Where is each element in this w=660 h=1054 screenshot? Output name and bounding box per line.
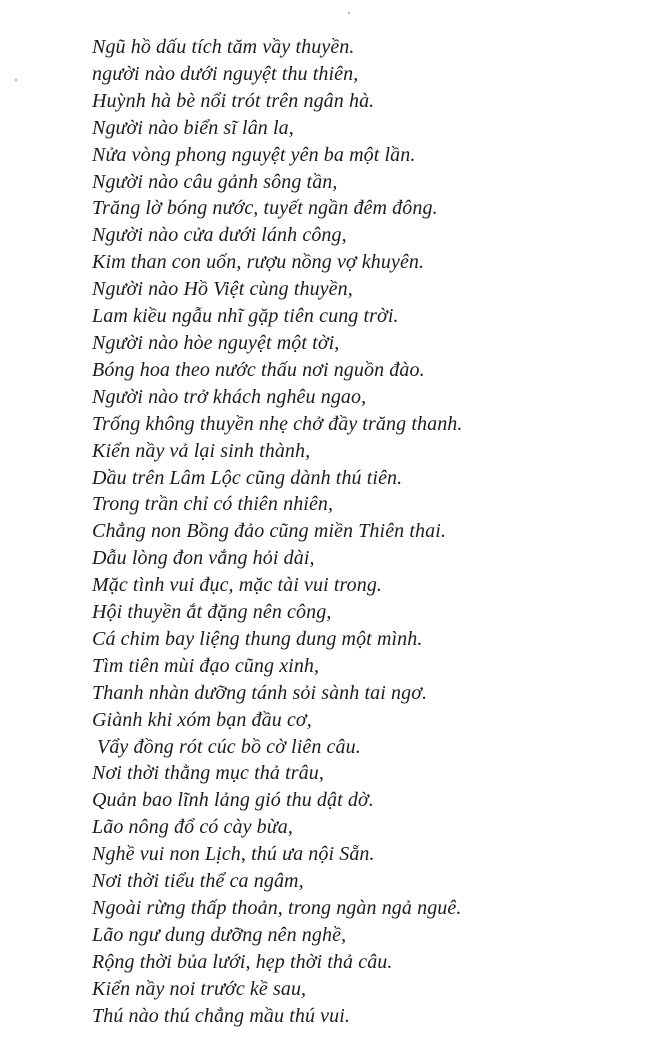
poem-text — [92, 34, 463, 1030]
scan-speck — [15, 79, 17, 81]
poem-line: Kiển nầy noi trước kề sau, — [92, 977, 307, 1000]
poem-line: Thanh nhàn dưỡng tánh sỏi sành tai ngơ. — [92, 681, 428, 704]
poem-line: Người nào cửa dưới lánh công, — [92, 224, 347, 247]
poem-line: Lam kiều ngẫu nhĩ gặp tiên cung trời. — [92, 305, 399, 328]
poem-line: Bóng hoa theo nước thấu nơi nguồn đào. — [92, 358, 425, 381]
poem-line: Quản bao lĩnh lảng gió thu dật dờ. — [92, 789, 374, 812]
poem-line: Kiển nầy vả lại sinh thành, — [92, 439, 311, 462]
poem-line: Người nào trở khách nghêu ngao, — [92, 385, 367, 408]
poem-line: Tìm tiên mùi đạo cũng xinh, — [92, 654, 320, 677]
poem-line: Giành khi xóm bạn đầu cơ, — [92, 708, 312, 731]
poem-line: Ngoài rừng thấp thoản, trong ngàn ngả nguê. — [92, 897, 462, 919]
poem-line: Dẫu lòng đon vắng hỏi dài, — [92, 547, 315, 570]
poem-line: Kim than con uốn, rượu nồng vợ khuyên. — [92, 251, 425, 274]
poem-line: Trăng lờ bóng nước, tuyết ngần đêm đông. — [92, 197, 438, 220]
poem-line: Người nào câu gảnh sông tần, — [92, 170, 338, 193]
poem-line: Người nào hòe nguyệt một tời, — [92, 331, 340, 354]
poem-line: Cá chim bay liệng thung dung một mình. — [92, 627, 423, 650]
poem-line: Người nào Hồ Việt cùng thuyền, — [92, 278, 353, 301]
poem-line: Thú nào thú chẳng mầu thú vui. — [92, 1004, 350, 1027]
poem-line: Người nào biển sĩ lân la, — [92, 116, 294, 139]
poem-line: Chẳng non Bồng đảo cũng miền Thiên thai. — [92, 520, 446, 543]
poem-line: Mặc tình vui đục, mặc tài vui trong. — [92, 574, 383, 597]
poem-line: Nghề vui non Lịch, thú ưa nội Sẵn. — [92, 843, 375, 866]
poem-line: Trống không thuyền nhẹ chở đầy trăng thanh. — [92, 412, 463, 435]
poem-line: Ngũ hồ dấu tích tăm vầy thuyền. — [92, 36, 355, 58]
scan-speck — [348, 12, 350, 14]
poem-line: Nửa vòng phong nguyệt yên ba một lần. — [92, 143, 416, 166]
poem-line: Hội thuyền ắt đặng nên công, — [92, 601, 332, 624]
poem-line: Vẩy đồng rót cúc bồ cờ liên câu. — [97, 735, 361, 758]
poem-line: Trong trần chỉ có thiên nhiên, — [92, 493, 334, 516]
poem-line: Lão nông đổ có cày bừa, — [92, 816, 293, 839]
poem-line: Dầu trên Lâm Lộc cũng dành thú tiên. — [92, 466, 403, 489]
poem-line: Nơi thời thằng mục thả trâu, — [92, 762, 324, 785]
poem-line: Huỳnh hà bè nổi trót trên ngân hà. — [92, 89, 375, 112]
poem-line: Rộng thời bủa lưới, hẹp thời thả câu. — [92, 950, 393, 973]
poem-line: Lão ngư dung dưỡng nên nghề, — [92, 923, 347, 946]
poem-line: Nơi thời tiểu thể ca ngâm, — [92, 870, 304, 893]
poem-line: người nào dưới nguyệt thu thiên, — [92, 62, 359, 85]
